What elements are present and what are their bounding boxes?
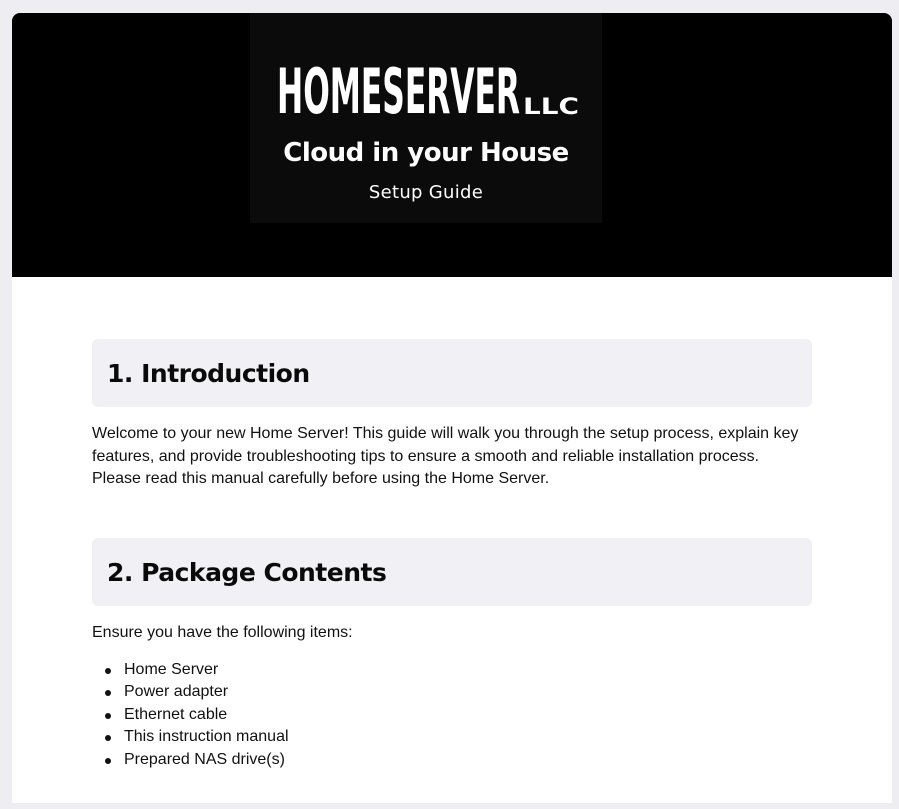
document-content — [92, 339, 812, 771]
list-item — [92, 659, 812, 682]
section-header — [92, 339, 812, 407]
hero-banner — [12, 13, 892, 277]
list-item-label: This instruction manual — [124, 728, 289, 745]
package-items-list — [92, 659, 812, 772]
section-header — [92, 538, 812, 606]
section-paragraph: Ensure you have the following items: — [92, 624, 353, 641]
section-package-contents — [92, 538, 812, 771]
bullet-icon — [105, 735, 111, 741]
bullet-icon — [105, 758, 111, 764]
brand-logo — [250, 53, 602, 123]
brand-wordmark: HOMESERVER — [277, 55, 520, 123]
document-page — [12, 13, 892, 803]
list-item — [92, 726, 812, 749]
section-paragraph: Welcome to your new Home Server! This guide will walk you through the setup process, explain key features, and provide troubleshooting tips to ensure a smooth and reliable installation process. Please read this manual carefully before using the Home Server. — [92, 425, 799, 487]
list-item-label: Home Server — [124, 660, 219, 678]
list-item-label: Prepared NAS drive(s) — [124, 750, 285, 768]
section-introduction — [92, 339, 812, 538]
list-item — [92, 681, 812, 704]
list-item-label: Power adapter — [124, 683, 229, 700]
bullet-icon — [105, 668, 111, 674]
list-item — [92, 704, 812, 727]
bullet-icon — [105, 690, 111, 696]
list-item — [92, 749, 812, 772]
section-title: 2. Package Contents — [107, 557, 387, 587]
section-title: 1. Introduction — [107, 358, 310, 388]
brand-suffix: LLC — [523, 95, 579, 120]
document-subtitle: Setup Guide — [368, 182, 484, 203]
bullet-icon — [105, 713, 111, 719]
list-item-label: Ethernet cable — [124, 705, 228, 723]
tagline: Cloud in your House — [283, 138, 569, 168]
